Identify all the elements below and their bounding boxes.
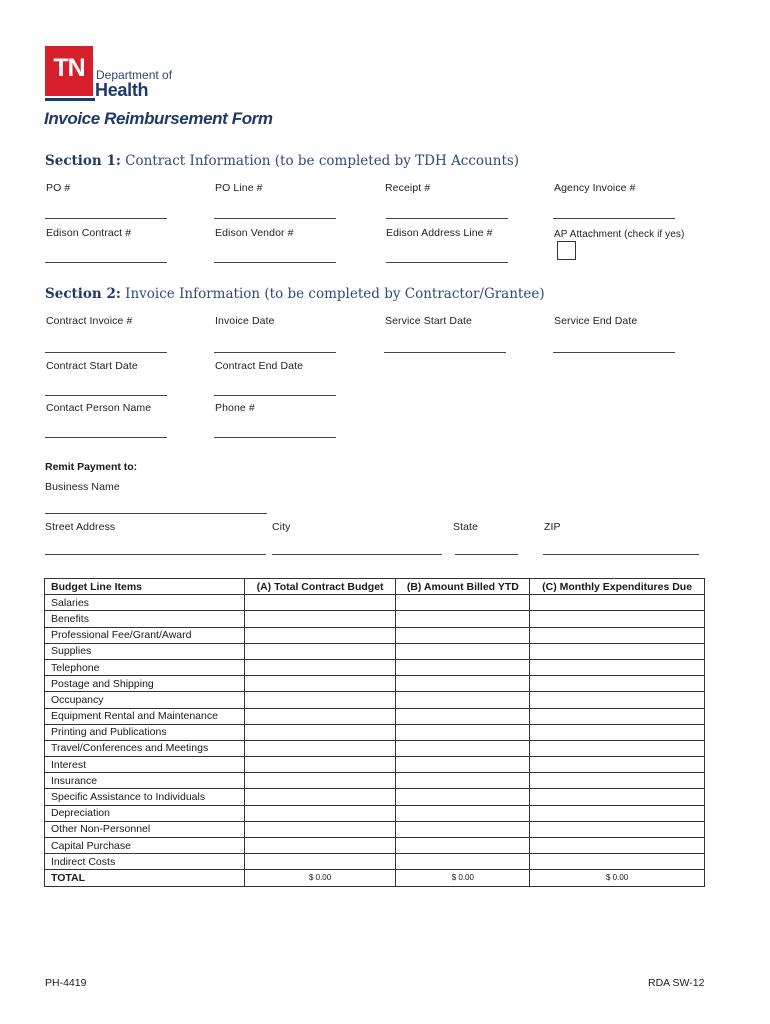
- city-label: City: [272, 521, 291, 533]
- monthly-expenditures-due-cell[interactable]: [530, 773, 705, 789]
- edison-vendor-field[interactable]: [214, 251, 336, 263]
- contract-invoice-label: Contract Invoice #: [46, 315, 133, 327]
- header-amount-billed-ytd: (B) Amount Billed YTD: [396, 579, 530, 595]
- budget-total-row: [45, 870, 705, 886]
- budget-line-item-label: Capital Purchase: [45, 838, 245, 854]
- budget-line-item-label: Telephone: [45, 659, 245, 675]
- monthly-expenditures-due-cell[interactable]: [530, 789, 705, 805]
- budget-line-item-label: Interest: [45, 757, 245, 773]
- contract-start-date-field[interactable]: [45, 384, 167, 396]
- budget-row: [45, 821, 705, 837]
- budget-row: [45, 838, 705, 854]
- po-line-label: PO Line #: [215, 182, 263, 194]
- header-monthly-expenditures-due: (C) Monthly Expenditures Due: [530, 579, 705, 595]
- ap-attachment-label: AP Attachment (check if yes): [554, 229, 685, 240]
- edison-contract-field[interactable]: [45, 251, 167, 263]
- edison-vendor-label: Edison Vendor #: [215, 227, 294, 239]
- monthly-expenditures-due-cell[interactable]: [530, 692, 705, 708]
- total-contract-budget-cell[interactable]: [244, 854, 396, 870]
- amount-billed-ytd-cell[interactable]: [396, 627, 530, 643]
- budget-line-item-label: Benefits: [45, 611, 245, 627]
- monthly-expenditures-due-cell[interactable]: [530, 838, 705, 854]
- monthly-expenditures-due-cell[interactable]: [530, 757, 705, 773]
- monthly-expenditures-due-cell[interactable]: [530, 627, 705, 643]
- budget-row: [45, 805, 705, 821]
- total-contract-budget-cell[interactable]: [244, 821, 396, 837]
- total-contract-budget-cell[interactable]: [244, 757, 396, 773]
- amount-billed-ytd-cell[interactable]: [396, 789, 530, 805]
- budget-row: [45, 773, 705, 789]
- phone-field[interactable]: [214, 426, 336, 438]
- budget-row: [45, 757, 705, 773]
- budget-row: [45, 659, 705, 675]
- logo-tn-text: TN: [53, 54, 85, 82]
- section2-heading-rest: Invoice Information (to be completed by Contractor/Grantee): [125, 286, 545, 302]
- street-address-field[interactable]: [45, 543, 266, 555]
- amount-billed-ytd-cell[interactable]: [396, 773, 530, 789]
- amount-billed-ytd-cell[interactable]: [396, 821, 530, 837]
- edison-address-line-label: Edison Address Line #: [386, 227, 493, 239]
- city-field[interactable]: [272, 543, 442, 555]
- budget-row: [45, 611, 705, 627]
- budget-line-item-label: Printing and Publications: [45, 724, 245, 740]
- edison-address-line-field[interactable]: [386, 251, 508, 263]
- budget-line-item-label: Postage and Shipping: [45, 676, 245, 692]
- ap-attachment-checkbox[interactable]: [557, 241, 576, 260]
- total-contract-budget-cell[interactable]: [244, 676, 396, 692]
- amount-billed-ytd-cell[interactable]: [396, 595, 530, 611]
- section1-heading-bold: Section 1:: [45, 153, 121, 169]
- budget-row: [45, 708, 705, 724]
- contract-start-date-label: Contract Start Date: [46, 360, 138, 372]
- service-end-date-field[interactable]: [553, 341, 675, 353]
- header-total-contract-budget: (A) Total Contract Budget: [244, 579, 396, 595]
- monthly-expenditures-due-cell[interactable]: [530, 724, 705, 740]
- form-title: Invoice Reimbursement Form: [44, 109, 273, 128]
- budget-line-item-label: Supplies: [45, 643, 245, 659]
- total-contract-budget-cell[interactable]: [244, 627, 396, 643]
- budget-line-item-label: Indirect Costs: [45, 854, 245, 870]
- amount-billed-ytd-cell[interactable]: [396, 854, 530, 870]
- amount-billed-ytd-cell[interactable]: [396, 659, 530, 675]
- total-contract-budget-cell[interactable]: [244, 724, 396, 740]
- total-contract-budget-cell[interactable]: [244, 773, 396, 789]
- agency-invoice-label: Agency Invoice #: [554, 182, 636, 194]
- contract-invoice-field[interactable]: [45, 341, 167, 353]
- amount-billed-ytd-cell[interactable]: [396, 708, 530, 724]
- amount-billed-ytd-cell[interactable]: [396, 838, 530, 854]
- monthly-expenditures-due-cell[interactable]: [530, 676, 705, 692]
- invoice-date-label: Invoice Date: [215, 315, 275, 327]
- agency-invoice-field[interactable]: [553, 207, 675, 219]
- amount-billed-ytd-cell[interactable]: [396, 757, 530, 773]
- budget-line-item-label: Professional Fee/Grant/Award: [45, 627, 245, 643]
- phone-label: Phone #: [215, 402, 255, 414]
- budget-row: [45, 724, 705, 740]
- total-contract-budget-cell[interactable]: [244, 595, 396, 611]
- total-contract-budget-cell[interactable]: [244, 708, 396, 724]
- section2-heading-bold: Section 2:: [45, 286, 121, 302]
- total-contract-budget-cell[interactable]: [244, 789, 396, 805]
- total-contract-budget-cell[interactable]: [244, 805, 396, 821]
- invoice-date-field[interactable]: [214, 341, 336, 353]
- monthly-expenditures-due-cell[interactable]: [530, 595, 705, 611]
- logo-department-text: Department of: [96, 68, 173, 82]
- amount-billed-ytd-cell[interactable]: [396, 643, 530, 659]
- monthly-expenditures-due-cell[interactable]: [530, 659, 705, 675]
- budget-line-item-label: Other Non-Personnel: [45, 821, 245, 837]
- total-contract-budget-cell[interactable]: [244, 611, 396, 627]
- amount-billed-ytd-cell[interactable]: [396, 740, 530, 756]
- total-contract-budget-cell[interactable]: [244, 838, 396, 854]
- zip-field[interactable]: [543, 543, 699, 555]
- monthly-expenditures-due-cell[interactable]: [530, 740, 705, 756]
- logo-underline: [45, 98, 95, 101]
- budget-row: [45, 676, 705, 692]
- tn-health-logo: [45, 46, 180, 106]
- zip-label: ZIP: [544, 521, 561, 533]
- total-label: TOTAL: [45, 870, 245, 886]
- total-c-value: $ 0.00: [530, 870, 705, 886]
- edison-contract-label: Edison Contract #: [46, 227, 132, 239]
- po-line-field[interactable]: [214, 207, 336, 219]
- header-budget-line-items: Budget Line Items: [45, 579, 245, 595]
- budget-row: [45, 740, 705, 756]
- service-end-date-label: Service End Date: [554, 315, 638, 327]
- footer-rda-number: RDA SW-12: [648, 977, 705, 989]
- contact-person-field[interactable]: [45, 426, 167, 438]
- budget-line-item-label: Specific Assistance to Individuals: [45, 789, 245, 805]
- street-address-label: Street Address: [45, 521, 116, 533]
- monthly-expenditures-due-cell[interactable]: [530, 854, 705, 870]
- amount-billed-ytd-cell[interactable]: [396, 611, 530, 627]
- budget-header-row: [45, 579, 705, 595]
- total-contract-budget-cell[interactable]: [244, 659, 396, 675]
- total-a-value: $ 0.00: [244, 870, 396, 886]
- budget-row: [45, 789, 705, 805]
- budget-line-item-label: Travel/Conferences and Meetings: [45, 740, 245, 756]
- contract-end-date-label: Contract End Date: [215, 360, 304, 372]
- monthly-expenditures-due-cell[interactable]: [530, 805, 705, 821]
- total-contract-budget-cell[interactable]: [244, 740, 396, 756]
- budget-line-item-label: Depreciation: [45, 805, 245, 821]
- receipt-field[interactable]: [386, 207, 508, 219]
- budget-line-item-label: Equipment Rental and Maintenance: [45, 708, 245, 724]
- budget-row: [45, 854, 705, 870]
- total-b-value: $ 0.00: [396, 870, 530, 886]
- budget-row: [45, 643, 705, 659]
- state-field[interactable]: [455, 543, 518, 555]
- receipt-label: Receipt #: [385, 182, 431, 194]
- section2-heading: [45, 286, 545, 302]
- total-contract-budget-cell[interactable]: [244, 692, 396, 708]
- service-start-date-field[interactable]: [384, 341, 506, 353]
- state-label: State: [453, 521, 479, 533]
- po-label: PO #: [46, 182, 71, 194]
- amount-billed-ytd-cell[interactable]: [396, 676, 530, 692]
- amount-billed-ytd-cell[interactable]: [396, 692, 530, 708]
- budget-line-item-label: Insurance: [45, 773, 245, 789]
- contact-person-label: Contact Person Name: [46, 402, 152, 414]
- budget-line-item-label: Occupancy: [45, 692, 245, 708]
- monthly-expenditures-due-cell[interactable]: [530, 708, 705, 724]
- service-start-date-label: Service Start Date: [385, 315, 472, 327]
- monthly-expenditures-due-cell[interactable]: [530, 611, 705, 627]
- logo-health-text: Health: [95, 80, 149, 100]
- section1-heading-rest: Contract Information (to be completed by TDH Accounts): [125, 153, 520, 169]
- budget-table: [44, 578, 705, 887]
- section1-heading: [45, 153, 519, 169]
- amount-billed-ytd-cell[interactable]: [396, 724, 530, 740]
- amount-billed-ytd-cell[interactable]: [396, 805, 530, 821]
- monthly-expenditures-due-cell[interactable]: [530, 821, 705, 837]
- business-name-label: Business Name: [45, 481, 120, 493]
- budget-row: [45, 627, 705, 643]
- footer-form-number: PH-4419: [45, 977, 87, 989]
- po-field[interactable]: [45, 207, 167, 219]
- budget-line-item-label: Salaries: [45, 595, 245, 611]
- budget-row: [45, 692, 705, 708]
- budget-body: [45, 595, 705, 886]
- monthly-expenditures-due-cell[interactable]: [530, 643, 705, 659]
- budget-row: [45, 595, 705, 611]
- total-contract-budget-cell[interactable]: [244, 643, 396, 659]
- remit-heading: Remit Payment to:: [45, 461, 138, 473]
- contract-end-date-field[interactable]: [214, 384, 336, 396]
- business-name-field[interactable]: [45, 502, 267, 514]
